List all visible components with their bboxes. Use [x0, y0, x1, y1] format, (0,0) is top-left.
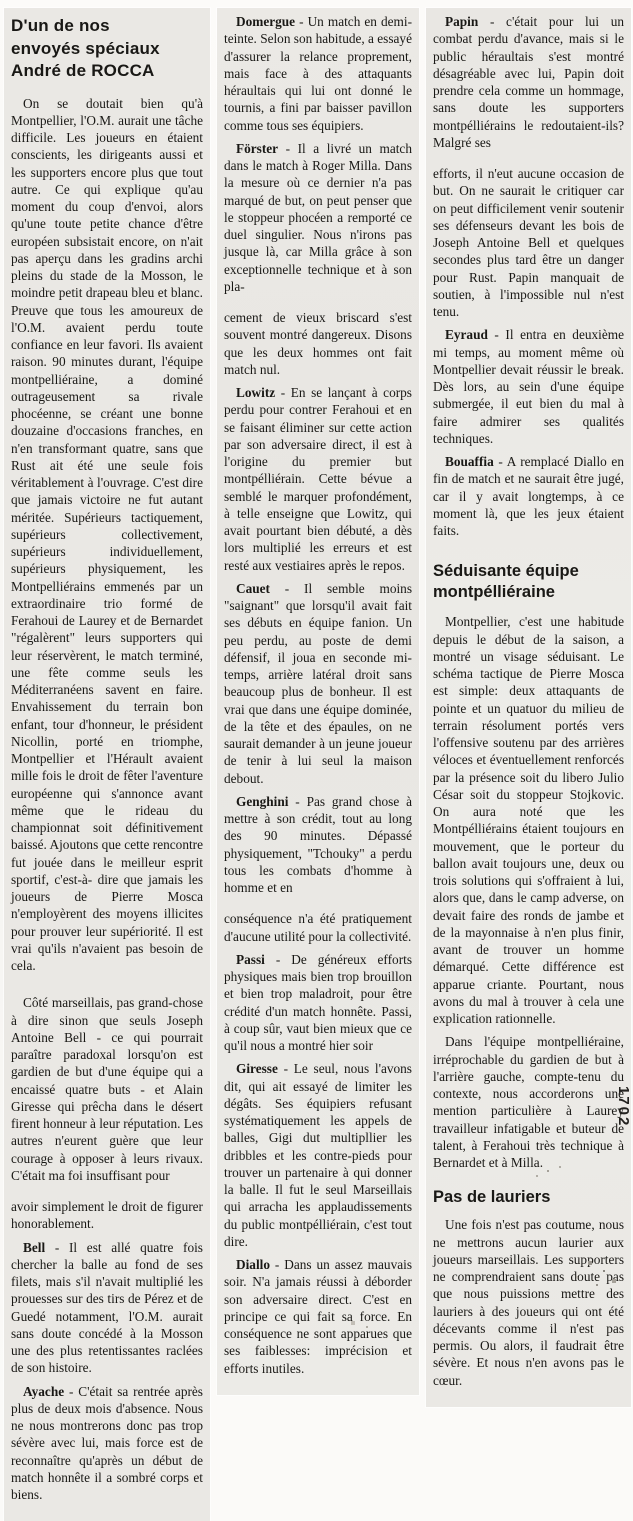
player-name-diallo: Diallo — [236, 1257, 270, 1272]
paragraph-genghini-cont — [224, 910, 412, 945]
player-name-passi: Passi — [236, 951, 265, 967]
byline — [11, 15, 203, 83]
column-right — [426, 8, 631, 1407]
paragraph-marseillais-cont — [11, 1198, 203, 1233]
paragraph-text: - Il semble moins "saignant" que lorsqu'il avait fait ses débuts en équipe fanion. Un peu perdu, au poste de demi défensif, il joua en seconde mi-temps, arrière latéral droit sans beaucoup plus de bonheur. Il est vrai que dans une équipe dominée, de la tête et des épaules, on ne saurait demander à un jeune joueur de tenir à lui seul la maison debout. — [224, 580, 412, 786]
paragraph-text: - A remplacé Diallo en fin de match et ne saurait être jugé, car il y avait longtemps, à ce moment là, que les jeux étaient faits. — [433, 454, 624, 538]
paragraph-diallo — [224, 1256, 412, 1377]
paragraph-cauet — [224, 580, 412, 787]
paragraph-schema-tactique — [433, 613, 624, 1027]
byline-line-1: D'un de nos — [11, 16, 110, 35]
player-name-forster: Förster — [236, 140, 279, 156]
paragraph-text: - De généreux efforts physiques mais bien trop brouillon et bien trop maladroit, pour être crédité d'un match honnête. Passi, à coup sûr, vaut bien mieux que ce qu'il nous a montré hier soir — [224, 951, 412, 1053]
paragraph-text: - Il est allé quatre fois chercher la balle au fond de ses filets, mais s'il n'avait multiplié les prouesses sur des tirs de Pérez et de Guedé notamment, l'O.M. aurait sans doute concédé à la Mosson une des plus retentissantes raclées de son histoire. — [11, 1239, 203, 1376]
paragraph-forster-cont — [224, 309, 412, 378]
column-left — [4, 8, 210, 1521]
paragraph-papin — [433, 13, 624, 151]
player-name-bell: Bell — [23, 1239, 46, 1255]
paragraph-text: - C'était sa rentrée après plus de deux mois d'absence. Nous ne nous montrerons donc pas trop sévère avec lui, mais force est de reconnaître qu'après un début de match honnête il a sombré corps et biens. — [11, 1383, 203, 1502]
player-name-ayache: Ayache — [23, 1383, 65, 1399]
scan-speckle-artifact — [0, 0, 2, 2]
page-number: 1702 — [615, 1086, 632, 1128]
paragraph-text: - Le seul, nous l'avons dit, qui ait essayé de limiter les dégâts. Ses équipiers refusant systématiquement les appels de balles, Gigi dut multipllier les dribbles et les contre-pieds pour trouver un partenaire à qui donner la balle. Il fut le seul Marseillais qui arracha les applaudissements du public montpélliérain, c'est tout dire. — [224, 1061, 412, 1249]
paragraph-mention-particuliere — [433, 1033, 624, 1171]
paragraph-text: - Pas grand chose à mettre à son crédit, tout au long des 90 minutes. Dépassé physiquement, "Tchouky" a perdu tous les combats d'homme à homme et en — [224, 793, 412, 895]
paragraph-text: efforts, il n'eut aucune occasion de but. On ne saurait le critiquer car on peut difficilement venir soutenir ses défenseurs devant les bois de Joseph Antoine Bell et quelques secondes plus tard être un danger pour Rust. Papin manquait de soutien, à l'impossible nul n'est tenu. — [433, 166, 624, 319]
paragraph-passi — [224, 951, 412, 1055]
player-name-genghini: Genghini — [236, 793, 289, 809]
player-name-giresse: Giresse — [236, 1061, 278, 1077]
paragraph-text: On se doutait bien qu'à Montpellier, l'O.M. aurait une tâche difficile. Les joueurs en étaient conscients, les dirigeants aussi et les supporters encore plus que tout autre. Ce qui explique qu'au moment du coup d'envoi, alors qu'une toute petite chance d'être européen subsistait encore, on n'ait pas aperçu dans les gradins archi pleins du stade de la Mosson, le moindre petit drapeau bleu et blanc. Preuve que tous les amoureux de l'O.M. avaient perdu toute confiance en leur favori. Ils avaient raison. 90 minutes durant, l'équipe montpelliéraine, a dominé outrageusement sa rivale phocéenne, se créant une bonne douzaine d'occasions franches, en n'en transformant quatre, sans que Rust ait été une seule fois véritablement à l'ouvrage. C'est dire que jamais victoire ne fut autant méritée. Supérieurs tactiquement, supérieurs collectivement, supérieurs individuellement, supérieurs physiquement, les Montpelliérains emmenés par un extraordinaire trio formé de Ferahoui de Laurey et de Bernardet "régalèrent" leurs supporters qui leur réservèrent, le match terminé, une fête comme seuls les Méditerranéens savent en faire. Envahissement du terrain bon enfant, tour d'honneur, le président Nicollin, porté en triomphe, Montpellier et l'Hérault avaient mille fois le droit de fêter l'aventure européenne qui s'annonce avant même que le rideau du championnat soit définitivement baissé. Ajoutons que cette rencontre fut jouée dans le meilleur esprit sportif, c'est-à- dire que jamais les joueurs de Pierre Mosca n'employèrent des moyens illicites pour prouver leur supériorité. Il est vrai qu'ils n'avaient pas besoin de cela. — [11, 95, 203, 973]
player-name-papin: Papin — [445, 14, 479, 29]
paragraph-bouaffia — [433, 453, 624, 539]
paragraph-lowitz — [224, 384, 412, 574]
paragraph-text: avoir simplement le droit de figurer honorablement. — [11, 1199, 203, 1232]
player-name-lowitz: Lowitz — [236, 385, 276, 400]
paragraph-conclusion — [433, 1216, 624, 1389]
paragraph-genghini — [224, 793, 412, 897]
paragraph-text: - Il a livré un match dans le match à Roger Milla. Dans la mesure où ce dernier n'a pas marqué de but, on peut penser que le stoppeur phocéen a remporté ce duel singulier. Nous n'irons pas jusque là, car Milla grâce à son exceptionnelle technique et à son pla- — [224, 140, 412, 294]
byline-line-2: envoyés spéciaux — [11, 38, 160, 58]
paragraph-bell — [11, 1239, 203, 1377]
paragraph-text: Côté marseillais, pas grand-chose à dire sinon que seuls Joseph Antoine Bell - ce qui pourrait paraître paradoxal lorsqu'on est gardien de but d'une équipe qui a encaissé quatre buts - et Alain Giresse qui prêcha dans le désert firent honneur à leur réputation. Les autres n'eurent guère que leur courage à opposer à leurs rivaux. C'était ma foi insuffisant pour — [11, 995, 203, 1183]
paragraph-marseillais — [11, 994, 203, 1184]
paragraph-domergue — [224, 13, 412, 134]
player-name-bouaffia: Bouaffia — [445, 454, 494, 469]
paragraph-text: cement de vieux briscard s'est souvent montré dangereux. Disons que les deux hommes ont fait match nul. — [224, 310, 412, 377]
paragraph-text: - Un match en demi-teinte. Selon son habitude, a essayé d'assurer la relance proprement, mais face à des attaquants héraultais qui lui ont donné le tournis, a fini par baisser pavillon comme tous ses équipiers. — [224, 14, 412, 133]
paragraph-text: - c'était pour lui un combat perdu d'avance, mais si le public héraultais s'est montré désagréable avec lui, Papin doit prendre cela comme un hommage, sans doute les supporters montpélliérains le redoutaient-ils? Malgré ses — [433, 14, 624, 150]
paragraph-text: - Dans un assez mauvais soir. N'a jamais réussi à déborder son adversaire direct. C'est en principe ce qui fait sa force. En conséquence ne sont apparues que ses faiblesses: imprécision et efforts inutiles. — [224, 1257, 412, 1376]
section-heading-pas-de-lauriers: Pas de lauriers — [433, 1188, 551, 1207]
paragraph-text: - Il entra en deuxième mi temps, au moment même où Montpellier devait réussir le break. Dès lors, au sein d'une équipe submergée, il eut bien du mal à faire admirer ses qualités techniques. — [433, 327, 624, 446]
paragraph-eyraud — [433, 326, 624, 447]
section-heading-seduisante-equipe: Séduisante équipe montpélliéraine — [433, 562, 579, 602]
byline-line-3: André de ROCCA — [11, 61, 155, 80]
paragraph-text: Dans l'équipe montpelliéraine, irréprochable du gardien de but à l'arrière gauche, compte-tenu du contexte, nous accorderons une mention particulière à Laurey travailleur infatigable et buteur de talent, à Ferahoui très technique à Bernardet et à Milla. — [433, 1034, 624, 1170]
paragraph-text: Montpellier, c'est une habitude depuis le début de la saison, a montré un visage séduisant. Le schéma tactique de Pierre Mosca est simple: deux attaquants de pointe et un quatuor du milieu de terrain résolument portés vers l'offensive soutenu par des arrières véloces et éventuellement renforcés par la présence soit du libero Julio César soit du stoppeur Stojkovic. On aura noté que les Montpélliérains étaient toujours en mouvement, que le porteur du ballon avait toujours une, deux ou trois solutions qui s'offraient à lui, alors que, dans le camp adverse, on devait faire des ronds de jambe et de la mayonnaise à n'en plus finir, avant de trouver un homme démarqué. Cette différence est apparue criante. Pourtant, nous avons du mal à trouver à cela une explication rationnelle. — [433, 614, 624, 1026]
column-middle — [217, 8, 419, 1395]
paragraph-papin-cont — [433, 165, 624, 320]
paragraph-text: Une fois n'est pas coutume, nous ne mettrons aucun laurier aux joueurs marseillais. Les supporters ne comprendraient sans doute pas que nous puissions mettre des lauriers à des joueurs qui ont été décevants comme il n'est pas permis. Ou alors, il faudrait être sévère. Et nous n'en avons pas le cœur. — [433, 1217, 624, 1388]
paragraph-text: - En se lançant à corps perdu pour contrer Ferahoui et en se faisant éliminer sur cette action par son adversaire direct, il est à l'origine du premier but montpélliérain. Cette bévue a semblé le marquer profondément, à telle enseigne que Lowitz, qui avait pourtant bien débuté, a dès lors multiplié les erreurs et est resté aux vestiaires après le repos. — [224, 385, 412, 573]
player-name-domergue: Domergue — [236, 14, 296, 29]
paragraph-ayache — [11, 1383, 203, 1504]
paragraph-intro — [11, 95, 203, 975]
paragraph-text: conséquence n'a été pratiquement d'aucune utilité pour la collectivité. — [224, 911, 412, 944]
player-name-cauet: Cauet — [236, 580, 270, 596]
player-name-eyraud: Eyraud — [445, 327, 488, 343]
paragraph-giresse — [224, 1060, 412, 1250]
paragraph-forster — [224, 140, 412, 295]
